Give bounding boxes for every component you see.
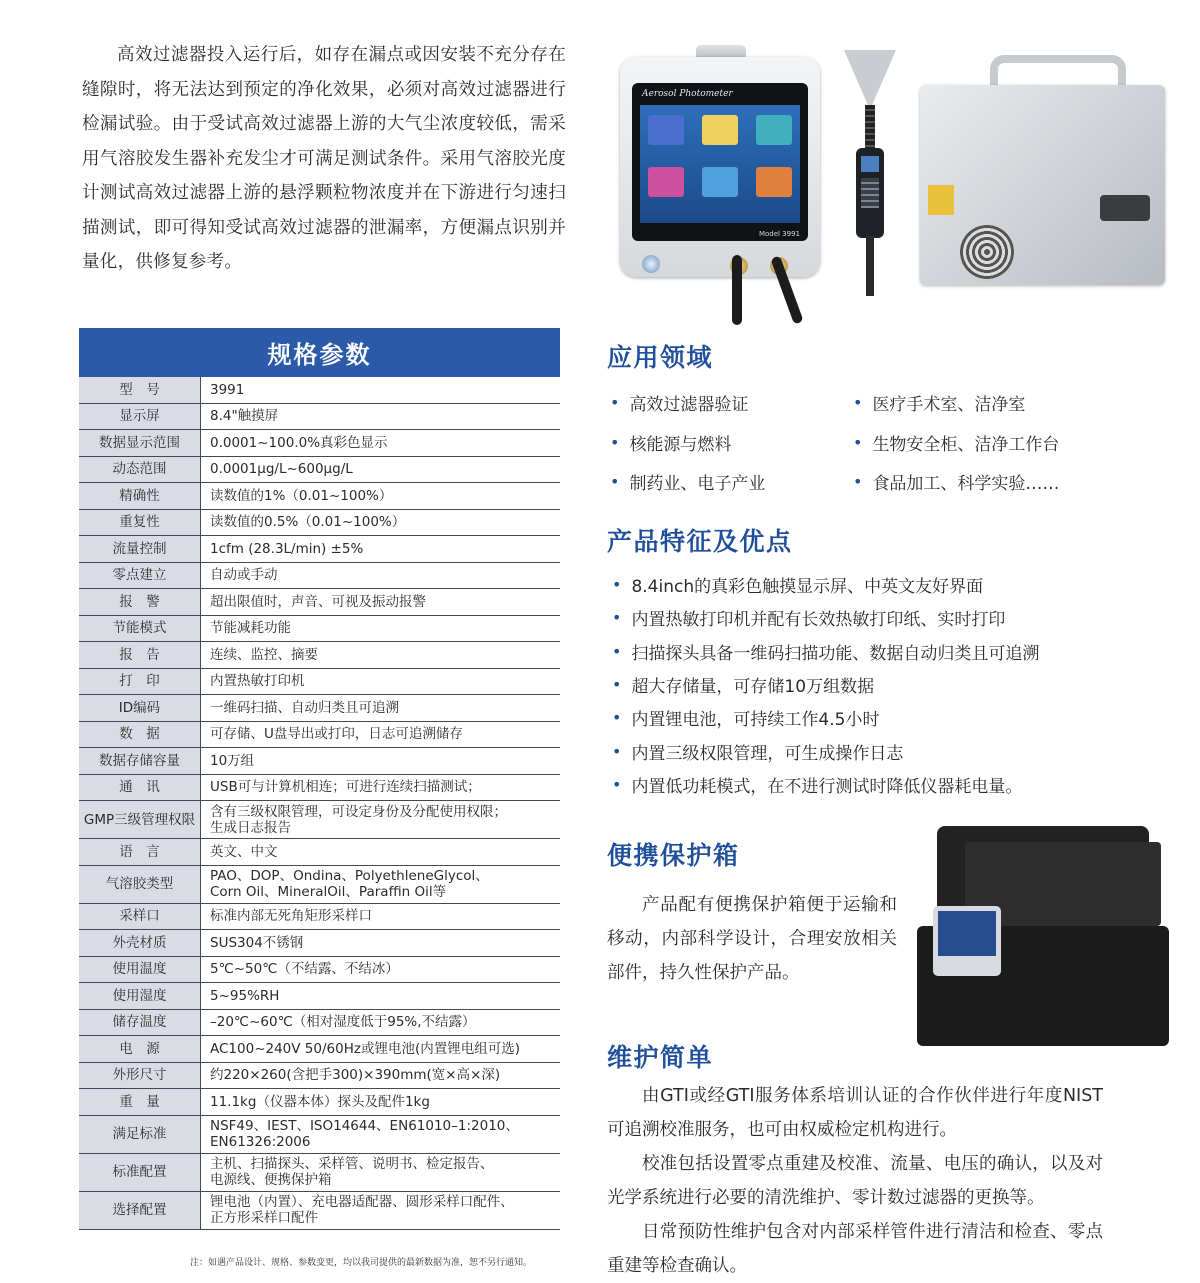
aerosol-generator-image xyxy=(920,55,1165,295)
spec-value-line: 含有三级权限管理，可设定身份及分配使用权限； xyxy=(210,803,507,820)
spec-key: 标准配置 xyxy=(79,1153,201,1191)
spec-value xyxy=(201,430,561,457)
fan-icon xyxy=(960,225,1014,279)
spec-value xyxy=(201,615,561,642)
spec-value xyxy=(201,721,561,748)
spec-row xyxy=(79,1153,560,1191)
spec-value-line: PAO、DOP、Ondina、PolyethleneGlycol、 xyxy=(210,868,489,884)
carrying-case-image xyxy=(917,826,1169,1048)
spec-value-line: 锂电池（内置）、充电器适配器、圆形采样口配件、 xyxy=(210,1194,514,1210)
spec-value-line: 10万组 xyxy=(210,752,255,769)
section-title-applications: 应用领域 xyxy=(607,343,714,372)
maintenance-text xyxy=(607,1079,1103,1283)
spec-grid xyxy=(79,377,560,1230)
spec-key: 报 告 xyxy=(79,642,201,669)
spec-key: 使用湿度 xyxy=(79,983,201,1010)
applications-list xyxy=(610,383,1130,502)
feature-item: • 超大存储量，可存储10万组数据 xyxy=(612,668,1172,701)
spec-value-line: 一维码扫描、自动归类且可追溯 xyxy=(210,699,399,716)
application-item: • 制药业、电子产业 xyxy=(610,462,853,502)
spec-value xyxy=(201,642,561,669)
probe-handle xyxy=(856,148,884,238)
spec-value-line: AC100~240V 50/60Hz或锂电池(内置锂电组可选) xyxy=(210,1040,520,1057)
spec-value xyxy=(201,1089,561,1116)
feature-item: • 内置三级权限管理，可生成操作日志 xyxy=(612,734,1172,767)
intro-paragraph: 高效过滤器投入运行后，如存在漏点或因安装不充分存在缝隙时，将无法达到预定的净化效果，必须对高效过滤器进行检漏试验。由于受试高效过滤器上游的大气尘浓度较低，需采用气溶胶发生器补充发尘才可满足测试条件。采用气溶胶光度计测试高效过滤器上游的悬浮颗粒物浓度并在下游进行匀速扫描测试，即可得知受试高效过滤器的泄漏率，方便漏点识别并量化，供修复参考。 xyxy=(82,45,566,272)
spec-value xyxy=(201,377,561,403)
spec-row xyxy=(79,668,560,695)
warning-label xyxy=(928,185,954,215)
spec-row xyxy=(79,1115,560,1153)
spec-value-line: 电源线、便携保护箱 xyxy=(210,1172,332,1188)
spec-row xyxy=(79,839,560,866)
spec-value-line: 读数值的1%（0.01~100%） xyxy=(210,487,393,504)
spec-row xyxy=(79,562,560,589)
probe-screen xyxy=(861,156,879,172)
spec-value-line: 0.0001~100.0%真彩色显示 xyxy=(210,434,388,451)
spec-value xyxy=(201,1115,561,1153)
device-screen-title: Aerosol Photometer xyxy=(642,89,733,99)
spec-value xyxy=(201,509,561,536)
spec-value xyxy=(201,865,561,903)
spec-value xyxy=(201,536,561,563)
spec-value xyxy=(201,956,561,983)
spec-table xyxy=(79,328,560,1230)
spec-row xyxy=(79,956,560,983)
spec-value xyxy=(201,983,561,1010)
spec-key: 外形尺寸 xyxy=(79,1062,201,1089)
spec-key: 打 印 xyxy=(79,668,201,695)
spec-key: 节能模式 xyxy=(79,615,201,642)
spec-key: 满足标准 xyxy=(79,1115,201,1153)
spec-key: 重复性 xyxy=(79,509,201,536)
spec-value xyxy=(201,748,561,775)
printer-slot xyxy=(1100,195,1150,221)
spec-value-line: NSF49、IEST、ISO14644、EN61010–1:2010、 xyxy=(210,1118,519,1134)
spec-value xyxy=(201,1153,561,1191)
feature-item: • 内置锂电池，可持续工作4.5小时 xyxy=(612,701,1172,734)
spec-row xyxy=(79,1062,560,1089)
spec-value xyxy=(201,456,561,483)
hose xyxy=(732,255,742,325)
feature-item: • 扫描探头具备一维码扫描功能、数据自动归类且可追溯 xyxy=(612,635,1172,668)
spec-row xyxy=(79,509,560,536)
case-device xyxy=(933,906,1001,976)
spec-key: ID编码 xyxy=(79,695,201,722)
spec-value xyxy=(201,839,561,866)
spec-value-line: EN61326:2006 xyxy=(210,1134,311,1150)
spec-key: 动态范围 xyxy=(79,456,201,483)
scan-probe-image xyxy=(840,50,900,300)
spec-value-line: 0.0001μg/L~600μg/L xyxy=(210,461,353,478)
spec-value-line: 5℃~50℃（不结露、不结冰） xyxy=(210,961,399,978)
power-button-icon xyxy=(642,255,660,273)
spec-key: 采样口 xyxy=(79,903,201,930)
spec-key: 语 言 xyxy=(79,839,201,866)
spec-value xyxy=(201,483,561,510)
spec-key: 报 警 xyxy=(79,589,201,616)
case-description xyxy=(607,888,897,990)
spec-value xyxy=(201,1036,561,1063)
spec-value-line: 8.4"触摸屏 xyxy=(210,408,279,425)
spec-value-line: SUS304不锈钢 xyxy=(210,934,304,951)
spec-value xyxy=(201,589,561,616)
spec-key: 数据显示范围 xyxy=(79,430,201,457)
spec-value xyxy=(201,930,561,957)
spec-row xyxy=(79,865,560,903)
spec-key: 外壳材质 xyxy=(79,930,201,957)
section-title-features: 产品特征及优点 xyxy=(607,527,793,556)
spec-key: 零点建立 xyxy=(79,562,201,589)
spec-row xyxy=(79,721,560,748)
spec-value-line: 11.1kg（仪器本体）探头及配件1kg xyxy=(210,1093,430,1110)
spec-value xyxy=(201,801,561,839)
spec-value xyxy=(201,1191,561,1229)
spec-key: 型 号 xyxy=(79,377,201,403)
spec-row xyxy=(79,377,560,403)
spec-value-line: USB可与计算机相连；可进行连续扫描测试； xyxy=(210,779,481,796)
spec-value xyxy=(201,1009,561,1036)
spec-row xyxy=(79,456,560,483)
spec-value xyxy=(201,903,561,930)
spec-value-line: 超出限值时，声音、可视及振动报警 xyxy=(210,593,426,610)
spec-value xyxy=(201,774,561,801)
application-item: • 生物安全柜、洁净工作台 xyxy=(853,423,1113,463)
spec-value-line: 5~95%RH xyxy=(210,987,280,1004)
spec-value-line: 生成日志报告 xyxy=(210,819,291,836)
spec-value-line: 内置热敏打印机 xyxy=(210,673,305,690)
feature-item: • 内置热敏打印机并配有长效热敏打印纸、实时打印 xyxy=(612,601,1172,634)
spec-value-line: 主机、扫描探头、采样管、说明书、检定报告、 xyxy=(210,1156,494,1172)
spec-row xyxy=(79,983,560,1010)
spec-key: 数 据 xyxy=(79,721,201,748)
spec-key: GMP三级管理权限 xyxy=(79,801,201,839)
spec-title: 规格参数 xyxy=(79,328,560,377)
spec-row xyxy=(79,589,560,616)
section-title-case: 便携保护箱 xyxy=(607,841,740,870)
spec-value xyxy=(201,695,561,722)
maintenance-paragraph: 日常预防性维护包含对内部采样管件进行清洁和检查、零点重建等检查确认。 xyxy=(607,1222,1103,1276)
spec-row xyxy=(79,1009,560,1036)
device-body xyxy=(620,57,820,277)
aerosol-photometer-image xyxy=(620,45,820,305)
spec-row xyxy=(79,1089,560,1116)
spec-value-line: 可存储、U盘导出或打印，日志可追溯储存 xyxy=(210,726,463,743)
spec-key: 使用温度 xyxy=(79,956,201,983)
features-list xyxy=(612,568,1172,801)
spec-value-line: 约220×260(含把手300)×390mm(宽×高×深) xyxy=(210,1067,501,1084)
spec-key: 数据存储容量 xyxy=(79,748,201,775)
spec-row xyxy=(79,642,560,669)
spec-key: 重 量 xyxy=(79,1089,201,1116)
spec-row xyxy=(79,748,560,775)
spec-footnote: 注：如遇产品设计、规格、参数变更，均以我司提供的最新数据为准，恕不另行通知。 xyxy=(190,1258,533,1268)
spec-row xyxy=(79,801,560,839)
spec-row xyxy=(79,1191,560,1229)
spec-key: 精确性 xyxy=(79,483,201,510)
spec-row xyxy=(79,615,560,642)
spec-key: 流量控制 xyxy=(79,536,201,563)
feature-item: • 内置低功耗模式，在不进行测试时降低仪器耗电量。 xyxy=(612,768,1172,801)
spec-row xyxy=(79,536,560,563)
spec-value-line: 标准内部无死角矩形采样口 xyxy=(210,908,372,925)
probe-cable xyxy=(866,236,874,296)
application-item: • 医疗手术室、洁净室 xyxy=(853,383,1113,423)
spec-key: 储存温度 xyxy=(79,1009,201,1036)
spec-key: 选择配置 xyxy=(79,1191,201,1229)
application-item: • 核能源与燃料 xyxy=(610,423,853,463)
device-screen-panel xyxy=(640,105,800,223)
spec-key: 电 源 xyxy=(79,1036,201,1063)
spec-row xyxy=(79,483,560,510)
spec-value-line: 1cfm (28.3L/min) ±5% xyxy=(210,540,364,557)
spec-row xyxy=(79,1036,560,1063)
case-paragraph: 产品配有便携保护箱便于运输和移动，内部科学设计，合理安放相关部件，持久性保护产品。 xyxy=(607,895,897,983)
application-item: • 高效过滤器验证 xyxy=(610,383,853,423)
spec-value-line: 节能减耗功能 xyxy=(210,620,291,637)
feature-item: • 8.4inch的真彩色触摸显示屏、中英文友好界面 xyxy=(612,568,1172,601)
application-item: • 食品加工、科学实验…… xyxy=(853,462,1113,502)
probe-keypad xyxy=(861,178,879,208)
spec-row xyxy=(79,903,560,930)
probe-neck xyxy=(865,105,875,150)
maintenance-paragraph: 校准包括设置零点重建及校准、流量、电压的确认，以及对光学系统进行必要的清洗维护、零计数过滤器的更换等。 xyxy=(607,1154,1103,1208)
probe-cone xyxy=(844,50,896,110)
spec-value-line: 连续、监控、摘要 xyxy=(210,646,318,663)
spec-value xyxy=(201,403,561,430)
spec-row xyxy=(79,430,560,457)
spec-value-line: –20℃~60℃（相对湿度低于95%,不结露） xyxy=(210,1014,476,1031)
spec-key: 显示屏 xyxy=(79,403,201,430)
spec-value-line: 3991 xyxy=(210,381,245,398)
spec-row xyxy=(79,774,560,801)
spec-value-line: 自动或手动 xyxy=(210,567,278,584)
generator-body xyxy=(920,85,1165,285)
spec-value xyxy=(201,1062,561,1089)
spec-value-line: 读数值的0.5%（0.01~100%） xyxy=(210,514,406,531)
spec-row xyxy=(79,930,560,957)
spec-key: 通 讯 xyxy=(79,774,201,801)
section-title-maintenance: 维护简单 xyxy=(607,1043,714,1072)
device-screen xyxy=(632,83,808,241)
spec-row xyxy=(79,403,560,430)
spec-value xyxy=(201,562,561,589)
spec-value xyxy=(201,668,561,695)
spec-row xyxy=(79,695,560,722)
device-model-label: Model 3991 xyxy=(758,230,800,238)
spec-key: 气溶胶类型 xyxy=(79,865,201,903)
spec-value-line: Corn Oil、MineralOil、Paraffin Oil等 xyxy=(210,884,447,900)
spec-value-line: 英文、中文 xyxy=(210,843,278,860)
intro-text xyxy=(82,38,566,280)
spec-value-line: 正方形采样口配件 xyxy=(210,1210,318,1226)
maintenance-paragraph: 由GTI或经GTI服务体系培训认证的合作伙伴进行年度NIST可追溯校准服务，也可由权威检定机构进行。 xyxy=(607,1086,1103,1140)
